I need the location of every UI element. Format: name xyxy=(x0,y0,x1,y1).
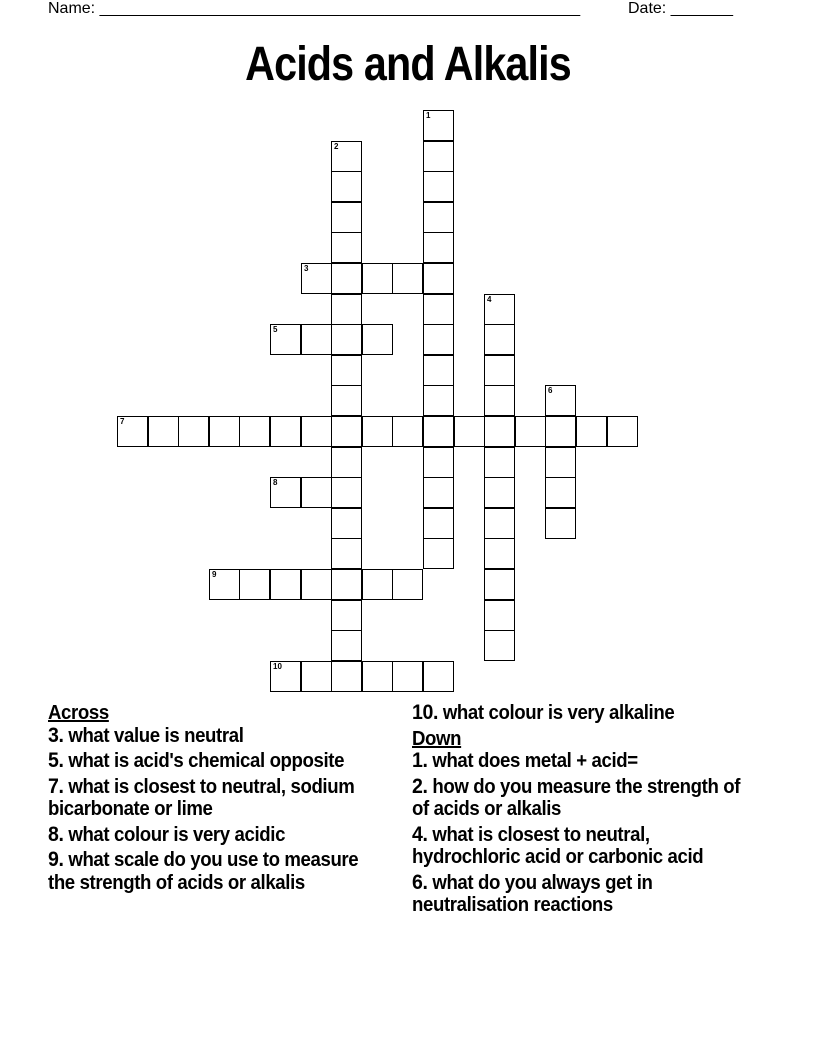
crossword-cell[interactable] xyxy=(331,630,362,661)
crossword-cell[interactable] xyxy=(423,263,454,294)
crossword-cell[interactable] xyxy=(545,477,576,508)
crossword-cell[interactable] xyxy=(331,538,362,569)
crossword-cell[interactable] xyxy=(270,569,301,600)
clue-number: 6 xyxy=(548,386,553,395)
down-clue-4: 4. what is closest to neutral, hydrochloric acid or carbonic acid xyxy=(412,822,704,868)
crossword-cell[interactable] xyxy=(331,263,362,294)
clues-left-column xyxy=(48,702,378,897)
crossword-cell[interactable] xyxy=(301,324,332,355)
crossword-cell[interactable] xyxy=(545,447,576,478)
crossword-cell[interactable] xyxy=(454,416,485,447)
clues-right-column xyxy=(412,702,756,920)
crossword-cell[interactable] xyxy=(301,661,332,692)
crossword-cell[interactable] xyxy=(423,538,454,569)
crossword-cell[interactable] xyxy=(301,263,332,294)
crossword-cell[interactable] xyxy=(392,263,423,294)
crossword-cell[interactable] xyxy=(270,477,301,508)
crossword-cell[interactable] xyxy=(423,447,454,478)
crossword-cell[interactable] xyxy=(239,416,270,447)
down-clue-6: 6. what do you always get in neutralisation reactions xyxy=(412,870,653,916)
crossword-cell[interactable] xyxy=(331,508,362,539)
name-label: Name: ______________________________________________________ xyxy=(48,0,581,17)
crossword-cell[interactable] xyxy=(301,477,332,508)
crossword-cell[interactable] xyxy=(331,324,362,355)
crossword-cell[interactable] xyxy=(484,508,515,539)
crossword-cell[interactable] xyxy=(331,355,362,386)
crossword-cell[interactable] xyxy=(239,569,270,600)
crossword-cell[interactable] xyxy=(423,508,454,539)
crossword-cell[interactable] xyxy=(484,324,515,355)
crossword-cell[interactable] xyxy=(392,661,423,692)
crossword-cell[interactable] xyxy=(423,110,454,141)
crossword-cell[interactable] xyxy=(484,569,515,600)
crossword-cell[interactable] xyxy=(423,477,454,508)
crossword-cell[interactable] xyxy=(423,385,454,416)
crossword-cell[interactable] xyxy=(331,569,362,600)
clue-number: 7 xyxy=(120,417,125,426)
down-clue-1: 1. what does metal + acid= xyxy=(412,749,638,772)
crossword-cell[interactable] xyxy=(484,294,515,325)
crossword-cell[interactable] xyxy=(423,661,454,692)
crossword-cell[interactable] xyxy=(484,600,515,631)
crossword-cell[interactable] xyxy=(331,661,362,692)
crossword-cell[interactable] xyxy=(484,630,515,661)
across-clue-10: 10. what colour is very alkaline xyxy=(412,701,675,724)
crossword-cell[interactable] xyxy=(484,385,515,416)
clue-number: 4 xyxy=(487,295,492,304)
crossword-cell[interactable] xyxy=(362,569,393,600)
crossword-cell[interactable] xyxy=(392,569,423,600)
across-clue-3: 3. what value is neutral xyxy=(48,723,244,747)
down-heading: Down xyxy=(412,727,462,750)
crossword-cell[interactable] xyxy=(423,324,454,355)
crossword-cell[interactable] xyxy=(607,416,638,447)
crossword-cell[interactable] xyxy=(117,416,148,447)
across-heading: Across xyxy=(48,702,109,724)
crossword-cell[interactable] xyxy=(331,477,362,508)
crossword-cell[interactable] xyxy=(301,416,332,447)
crossword-cell[interactable] xyxy=(362,324,393,355)
crossword-cell[interactable] xyxy=(331,385,362,416)
crossword-cell[interactable] xyxy=(178,416,209,447)
crossword-cell[interactable] xyxy=(331,232,362,263)
crossword-cell[interactable] xyxy=(270,324,301,355)
crossword-cell[interactable] xyxy=(331,447,362,478)
across-clue-7: 7. what is closest to neutral, sodium bicarbonate or lime xyxy=(48,774,355,820)
crossword-cell[interactable] xyxy=(331,202,362,233)
crossword-cell[interactable] xyxy=(423,141,454,172)
clue-number: 10 xyxy=(273,662,282,671)
across-clue-5: 5. what is acid's chemical opposite xyxy=(48,749,345,772)
crossword-cell[interactable] xyxy=(484,416,515,447)
crossword-cell[interactable] xyxy=(545,385,576,416)
crossword-cell[interactable] xyxy=(270,416,301,447)
crossword-cell[interactable] xyxy=(331,141,362,172)
crossword-cell[interactable] xyxy=(331,294,362,325)
crossword-cell[interactable] xyxy=(270,661,301,692)
crossword-cell[interactable] xyxy=(484,355,515,386)
crossword-cell[interactable] xyxy=(331,171,362,202)
crossword-cell[interactable] xyxy=(515,416,546,447)
crossword-cell[interactable] xyxy=(545,508,576,539)
crossword-cell[interactable] xyxy=(301,569,332,600)
crossword-cell[interactable] xyxy=(484,477,515,508)
clue-number: 2 xyxy=(334,142,339,151)
crossword-cell[interactable] xyxy=(148,416,179,447)
date-label: Date: _______ xyxy=(628,0,733,17)
clue-number: 1 xyxy=(426,111,431,120)
crossword-cell[interactable] xyxy=(331,600,362,631)
crossword-cell[interactable] xyxy=(576,416,607,447)
crossword-cell[interactable] xyxy=(362,661,393,692)
across-clue-9: 9. what scale do you use to measure the strength of acids or alkalis xyxy=(48,848,359,894)
clue-number: 8 xyxy=(273,478,278,487)
clue-number: 5 xyxy=(273,325,278,334)
crossword-cell[interactable] xyxy=(209,416,240,447)
page-title: Acids and Alkalis xyxy=(245,38,571,91)
clue-number: 9 xyxy=(212,570,217,579)
crossword-cell[interactable] xyxy=(484,538,515,569)
crossword-cell[interactable] xyxy=(331,416,362,447)
clue-number: 3 xyxy=(304,264,309,273)
crossword-cell[interactable] xyxy=(423,202,454,233)
crossword-cell[interactable] xyxy=(423,355,454,386)
crossword-cell[interactable] xyxy=(423,294,454,325)
crossword-cell[interactable] xyxy=(392,416,423,447)
crossword-cell[interactable] xyxy=(484,447,515,478)
crossword-cell[interactable] xyxy=(423,171,454,202)
crossword-cell[interactable] xyxy=(423,416,454,447)
crossword-cell[interactable] xyxy=(209,569,240,600)
crossword-cell[interactable] xyxy=(545,416,576,447)
across-clue-8: 8. what colour is very acidic xyxy=(48,822,286,846)
crossword-cell[interactable] xyxy=(423,232,454,263)
crossword-cell[interactable] xyxy=(362,416,393,447)
crossword-cell[interactable] xyxy=(362,263,393,294)
down-clue-2: 2. how do you measure the strength of of acids or alkalis xyxy=(412,774,741,820)
